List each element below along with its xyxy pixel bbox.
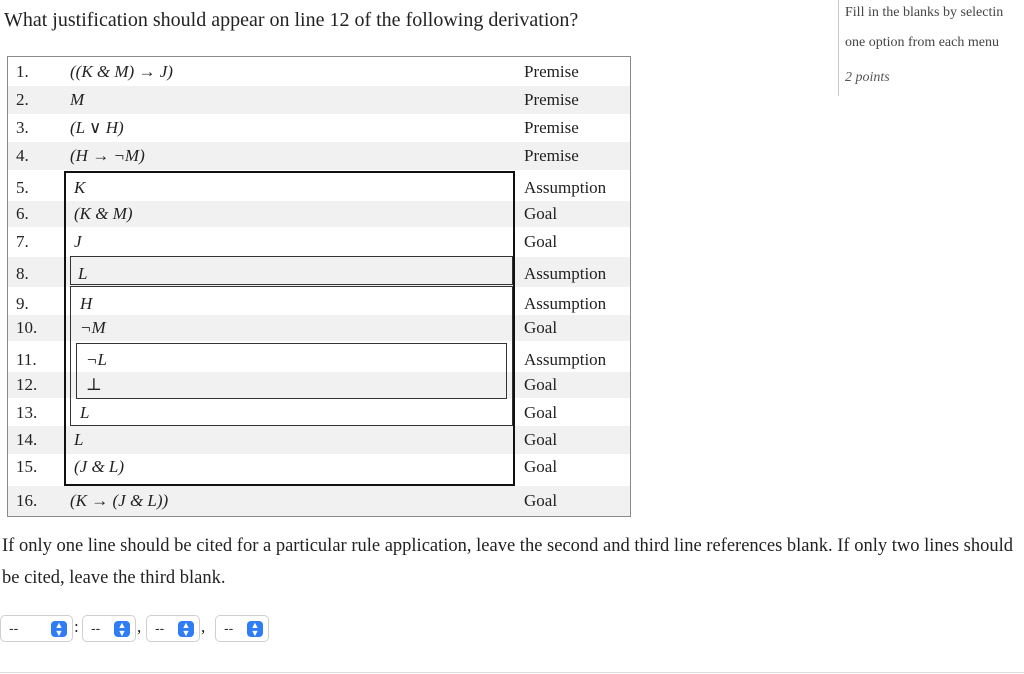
line-justification: Goal: [524, 491, 558, 510]
rule-select[interactable]: [0, 615, 73, 642]
line-number: 9.: [16, 294, 29, 313]
chevron-updown-icon: ▲ ▼: [247, 621, 263, 637]
derivation-line-12: [8, 372, 630, 398]
derivation-line-7: [8, 227, 630, 255]
line-number: 12.: [16, 375, 38, 394]
line-formula: (L ∨ H): [70, 118, 124, 137]
line-number: 3.: [16, 118, 29, 137]
line-justification: Premise: [524, 90, 579, 109]
points-label: 2 points: [845, 70, 890, 85]
line-justification: Goal: [524, 403, 558, 422]
line-number: 15.: [16, 457, 38, 476]
select-value: --: [91, 620, 101, 636]
separator-comma: ,: [137, 617, 142, 636]
line-justification: Goal: [524, 457, 558, 476]
derivation-line-14: [8, 426, 630, 454]
derivation-line-15: [8, 454, 630, 482]
line-ref-select-3[interactable]: [215, 615, 269, 642]
instruction-line-1: Fill in the blanks by selectin: [845, 5, 1004, 20]
line-justification: Assumption: [524, 294, 607, 313]
derivation-line-5: [8, 173, 630, 201]
separator-comma: ,: [201, 617, 206, 636]
line-number: 5.: [16, 178, 29, 197]
divider: [0, 672, 1024, 673]
line-justification: Goal: [524, 318, 558, 337]
derivation-line-10: [8, 315, 630, 341]
line-number: 4.: [16, 146, 29, 165]
line-justification: Goal: [524, 232, 558, 251]
derivation-line-3: [8, 114, 630, 142]
line-justification: Assumption: [524, 350, 607, 369]
line-number: 2.: [16, 90, 29, 109]
line-number: 10.: [16, 318, 38, 337]
line-number: 7.: [16, 232, 29, 251]
derivation-line-4: [8, 142, 630, 170]
line-formula: (K & M): [74, 204, 133, 223]
line-formula: ⊥: [86, 375, 102, 394]
instruction-line-2: one option from each menu: [845, 35, 999, 50]
line-formula: ¬L: [86, 350, 107, 369]
line-justification: Goal: [524, 430, 558, 449]
line-justification: Assumption: [524, 178, 607, 197]
line-ref-select-2[interactable]: [146, 615, 200, 642]
line-formula: (J & L): [74, 457, 125, 476]
select-value: --: [9, 620, 19, 636]
line-formula: H: [80, 294, 93, 313]
derivation-line-8: [8, 257, 630, 287]
derivation-line-6: [8, 201, 630, 227]
line-justification: Goal: [524, 375, 558, 394]
line-number: 6.: [16, 204, 29, 223]
chevron-updown-icon: ▲ ▼: [114, 621, 130, 637]
derivation-line-1: [8, 58, 630, 86]
line-formula: ¬M: [80, 318, 106, 337]
chevron-updown-icon: ▲ ▼: [51, 621, 67, 637]
line-formula: M: [70, 90, 85, 109]
derivation-table: [7, 56, 631, 517]
side-panel: [838, 0, 1024, 96]
chevron-updown-icon: ▲ ▼: [178, 621, 194, 637]
separator-colon: :: [74, 617, 79, 636]
line-formula: (K → (J & L)): [70, 491, 169, 510]
question-text: What justification should appear on line 12 of the following derivation?: [4, 9, 579, 31]
line-ref-select-1[interactable]: [82, 615, 136, 642]
line-justification: Premise: [524, 146, 579, 165]
derivation-line-13: [8, 400, 630, 426]
line-number: 14.: [16, 430, 38, 449]
instructions-text: If only one line should be cited for a particular rule application, leave the second and third line references blank. If only two lines should be cited, leave the third blank.: [2, 536, 1013, 588]
line-formula: K: [74, 178, 86, 197]
line-justification: Assumption: [524, 264, 607, 283]
derivation-line-11: [8, 344, 630, 372]
derivation-line-16: [8, 486, 630, 516]
line-formula: L: [78, 264, 88, 283]
select-value: --: [224, 620, 234, 636]
line-justification: Premise: [524, 62, 579, 81]
line-formula: J: [74, 232, 82, 251]
line-justification: Goal: [524, 204, 558, 223]
line-number: 1.: [16, 62, 29, 81]
derivation-line-9: [8, 287, 630, 315]
line-number: 11.: [16, 350, 37, 369]
line-number: 16.: [16, 491, 38, 510]
select-value: --: [155, 620, 165, 636]
line-formula: L: [74, 430, 84, 449]
derivation-line-2: [8, 86, 630, 114]
line-formula: (H → ¬M): [70, 146, 145, 165]
line-justification: Premise: [524, 118, 579, 137]
line-formula: L: [80, 403, 90, 422]
line-number: 8.: [16, 264, 29, 283]
line-formula: ((K & M) → J): [70, 62, 173, 81]
line-number: 13.: [16, 403, 38, 422]
